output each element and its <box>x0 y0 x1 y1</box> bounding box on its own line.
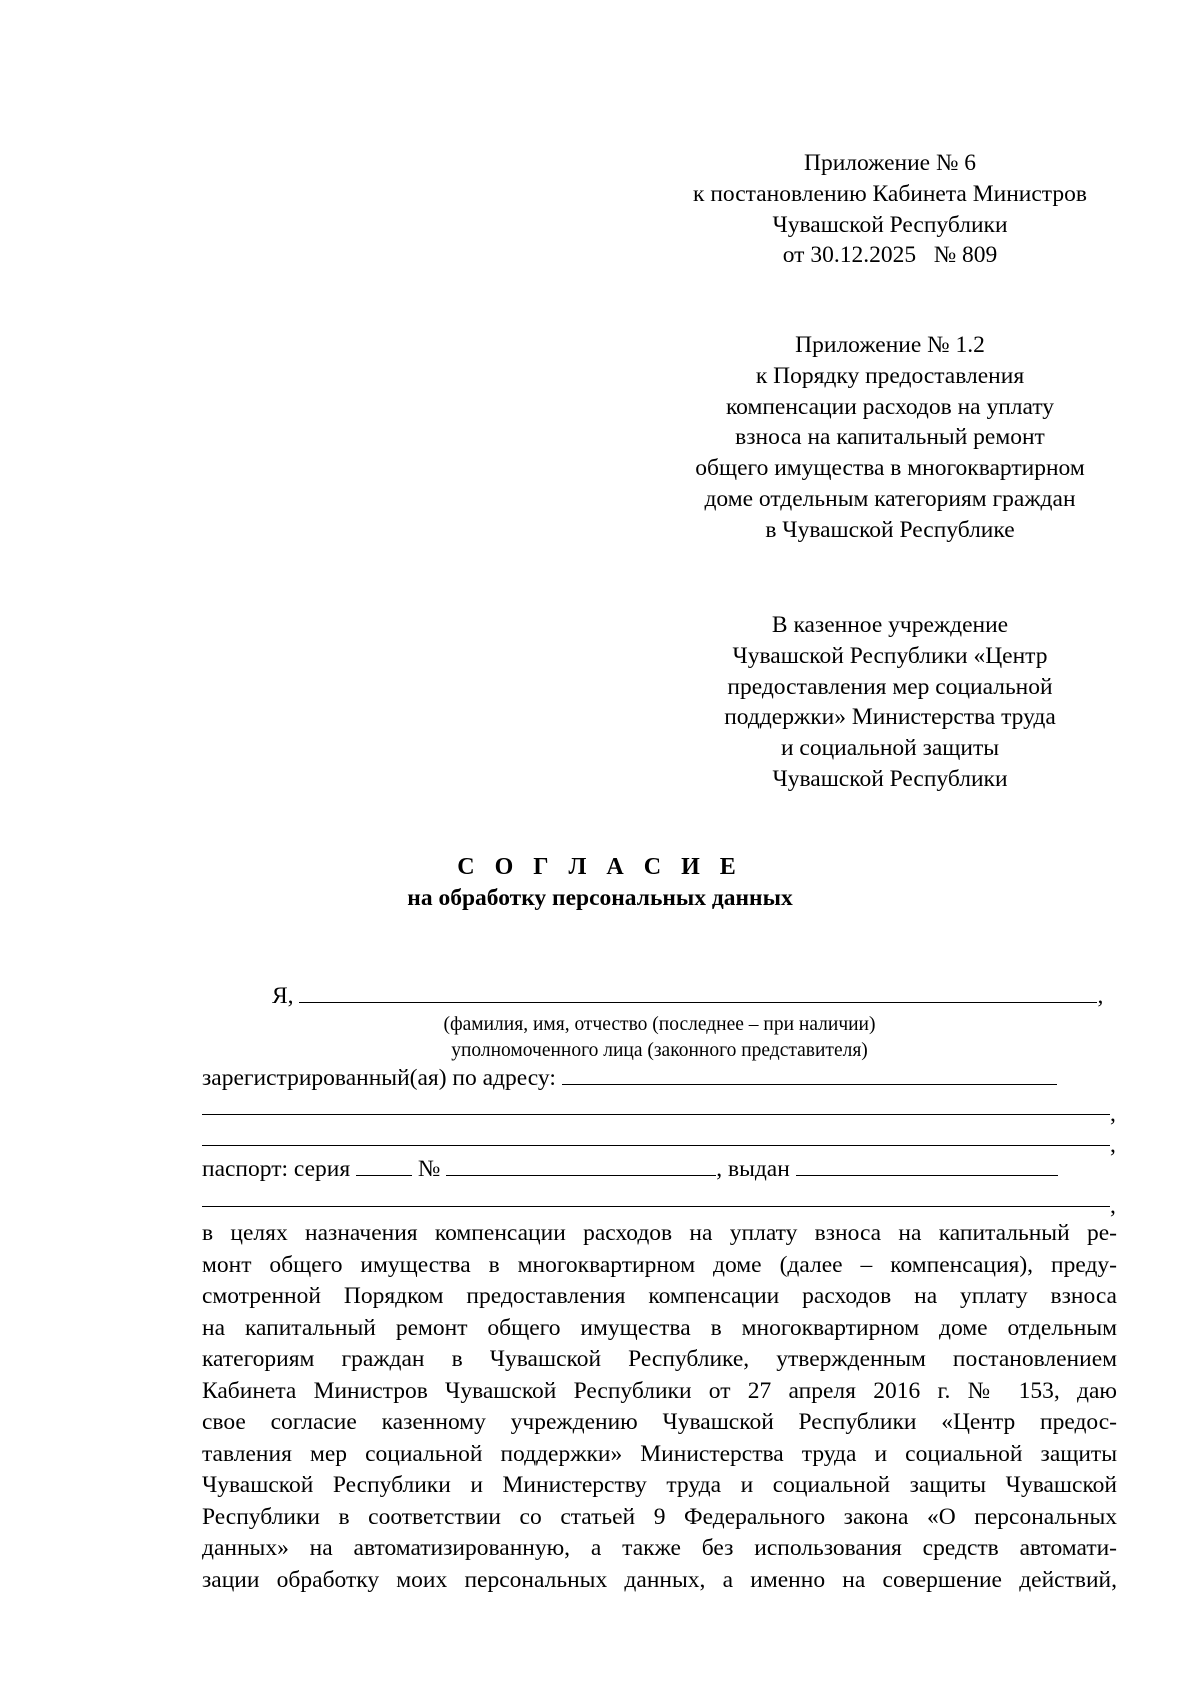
appendix-1-2-line: в Чувашской Республике <box>765 516 1015 543</box>
body-text-line: в целях назначения компенсации расходов на уплату взноса на капитальный ре- <box>202 1220 1117 1246</box>
body-text-line: зации обработку моих персональных данных, а именно на совершение действий, <box>202 1566 1117 1593</box>
address-field[interactable] <box>562 1062 1057 1085</box>
body-text-line: категориям граждан в Чувашской Республике, утвержденным постановлением <box>202 1346 1117 1372</box>
addressee-line: В казенное учреждение <box>771 612 1009 638</box>
address-field-line-2[interactable] <box>202 1114 1110 1115</box>
body-text-line: свое согласие казенному учреждению Чувашской Республики «Центр предос- <box>202 1409 1117 1435</box>
appendix-6-line: Чувашской Республики <box>772 211 1008 238</box>
appendix-1-2-line: взноса на капитальный ремонт <box>735 424 1045 451</box>
body-text-line: данных» на автоматизированную, а также без использования средств автомати- <box>202 1535 1117 1561</box>
appendix-6-line: Приложение № 6 <box>803 150 977 176</box>
body-text-line: смотренной Порядком предоставления компенсации расходов на уплату взноса <box>202 1283 1117 1309</box>
passport-issued-by-line-2[interactable] <box>202 1206 1110 1207</box>
addressee-line: Чувашской Республики «Центр <box>732 642 1048 669</box>
passport-comma: , <box>1110 1193 1116 1219</box>
appendix-1-2-line: к Порядку предоставления <box>755 362 1025 389</box>
name-caption-1: (фамилия, имя, отчество (последнее – при наличии) <box>443 1014 876 1035</box>
name-comma: , <box>1097 983 1104 1009</box>
passport-issued-by-field[interactable] <box>796 1153 1058 1176</box>
passport-issued-label: , выдан <box>716 1156 790 1182</box>
document-title: С О Г Л А С И Е <box>457 854 743 880</box>
i-label: Я, <box>272 983 294 1009</box>
passport-number-field[interactable] <box>446 1153 716 1176</box>
address-comma-2: , <box>1110 1101 1116 1127</box>
address-row <box>202 1062 1117 1093</box>
body-text-line: Кабинета Министров Чувашской Республики от 27 апреля 2016 г. № 153, даю <box>202 1377 1117 1404</box>
appendix-6-line: к постановлению Кабинета Министров <box>693 180 1087 207</box>
appendix-6-line: от 30.12.2025 № 809 <box>782 242 998 269</box>
address-comma-3: , <box>1110 1132 1116 1158</box>
body-text-line: Республики в соответствии со статьей 9 Федерального закона «О персональных <box>202 1503 1117 1530</box>
full-name-field[interactable] <box>299 980 1097 1003</box>
name-caption-2: уполномоченного лица (законного представителя) <box>451 1040 868 1061</box>
consent-body-text <box>202 1218 1117 1596</box>
appendix-6-header <box>660 148 1120 271</box>
body-text-line: монт общего имущества в многоквартирном доме (далее – компенсация), преду- <box>202 1251 1117 1278</box>
appendix-1-2-line: компенсации расходов на уплату <box>725 393 1055 420</box>
addressee-line: Чувашской Республики <box>772 765 1008 792</box>
address-field-line-3[interactable] <box>202 1145 1110 1146</box>
body-text-line: на капитальный ремонт общего имущества в многоквартирном доме отдельным <box>202 1314 1117 1341</box>
appendix-1-2-line: доме отдельным категориям граждан <box>704 485 1076 512</box>
addressee-block <box>660 610 1120 795</box>
addressee-line: и социальной защиты <box>780 735 1000 762</box>
body-text-line: тавления мер социальной поддержки» Министерства труда и социальной защиты <box>202 1440 1117 1467</box>
appendix-1-2-header <box>660 330 1120 546</box>
passport-series-field[interactable] <box>356 1153 412 1176</box>
appendix-1-2-line: общего имущества в многоквартирном <box>695 455 1085 482</box>
name-row <box>202 980 1117 1011</box>
appendix-1-2-line: Приложение № 1.2 <box>795 332 985 358</box>
passport-label: паспорт: серия <box>202 1156 351 1182</box>
passport-row <box>202 1153 1117 1184</box>
addressee-line: поддержки» Министерства труда <box>724 704 1056 731</box>
body-text-line: Чувашской Республики и Министерству труда и социальной защиты Чувашской <box>202 1472 1117 1498</box>
passport-number-label: № <box>417 1156 441 1182</box>
document-subtitle: на обработку персональных данных <box>407 885 793 911</box>
addressee-line: предоставления мер социальной <box>727 673 1053 700</box>
address-label: зарегистрированный(ая) по адресу: <box>202 1065 556 1091</box>
